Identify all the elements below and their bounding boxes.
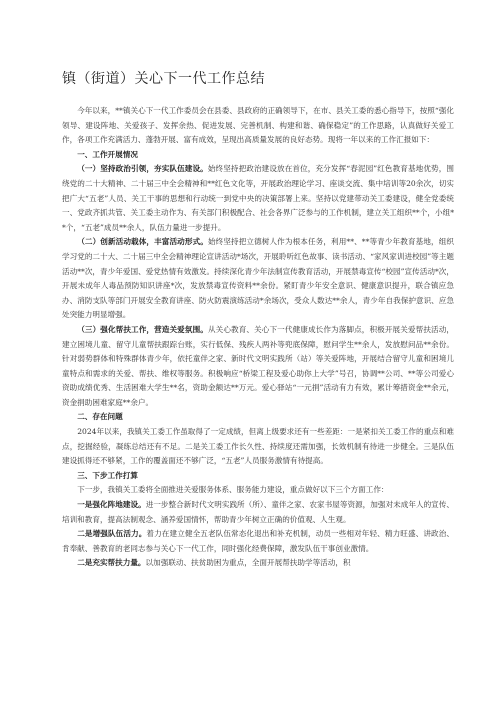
plans-intro-paragraph: 下一步，我镇关工委将全面推进关爱服务体系、服务能力建设，重点做好以下三个方面工作： <box>77 485 389 495</box>
plan-item-lead: 二是充实帮扶力量。 <box>77 558 146 568</box>
plan-item-paragraph <box>62 527 454 556</box>
work-item-paragraph <box>62 323 454 411</box>
plan-item-lead: 一是强化阵地建设。 <box>77 500 146 510</box>
work-item-text: 始终坚持把政治建设放在首位，充分发挥“春泥园”红色教育基地优势，围绕党的二十大精神、二十届三中全会精神和**红色文化等，开展政治理论学习、座谈交流、集中培训等20余次，切实把广大“五老”人员、关工干事的思想和行动统一到党中央的决策部署上来。坚持以党建带动关工委建设，健全党委统一、党政齐抓共管、关工委主动作为、有关部门积极配合、社会各界广泛参与的工作机制，建立关工组织**个，小组**个，“五老”成员**余人，队伍力量进一步提升。 <box>62 164 454 232</box>
work-item-lead: （三）强化帮扶工作，营造关爱氛围。 <box>77 324 208 334</box>
work-item-text: 从关心教育、关心下一代健康成长作为落脚点，积极开展关爱帮扶活动，建立困境儿童、留守儿童帮扶跟踪台账，实行低保、残疾人两补等兜底保障，慰问学生**余人，发放慰问品**余份。针对弱势群体和特殊群体青少年，依托童伴之家、新时代文明实践所（站）等关爱阵地，开展结合留守儿童和困境儿童特点和需求的关爱、帮扶、维权等服务。积极响应“桥梁工程及爱心助你上大学”号召，协调**公司、**等公司爱心资助成绩优秀、生活困难大学生**名，资助金额达**万元。爱心驿站“一元捐”活动有力有效，累计筹措资金**余元，资金捐助困难家庭**余户。 <box>62 324 454 407</box>
work-item-paragraph <box>62 162 454 235</box>
plan-item-text: 进一步整合新时代文明实践所（所）、童伴之家、农家书屋等资源，加强对未成年人的宣传、培训和教育，提高法制观念、涵养爱国情怀，帮助青少年树立正确的价值观、人生观。 <box>62 500 454 524</box>
work-item-lead: （一）坚持政治引领，夯实队伍建设。 <box>77 164 208 174</box>
section-heading-plans: 三、下步工作打算 <box>77 470 138 480</box>
plan-item-text: 着力在建立健全五老队伍常态化退出和补充机制，动员一些相对年轻、精力旺盛、讲政治、肯奉献、善教育的老同志参与关心下一代工作，同时强化经费保障，激发队伍干事创业激情。 <box>62 529 455 553</box>
section-heading-problems: 二、存在问题 <box>77 412 123 422</box>
plan-item-paragraph <box>62 556 454 571</box>
section-heading-work: 一、工作开展情况 <box>77 149 138 159</box>
problems-paragraph: 2024年以来，我镇关工委工作虽取得了一定成绩，但离上级要求还有一些差距：一是紧扣关工委工作的重点和难点，挖掘经验，凝练总结还有不足。二是关工委工作长久性、持续度还需加强，长效机制有待进一步健全。三是队伍建设抓得还不够紧，工作的覆盖面还不够广泛，“五老”人员服务激情有待提高。 <box>62 427 454 466</box>
work-item-paragraph <box>62 235 454 323</box>
work-item-text: 始终坚持把立德树人作为根本任务，利用**、**等青少年教育基地，组织学习党的二十大、二十届三中全会精神理论宣讲活动*场次，开展聆听红色故事、读书活动、“家风家训进校园”等主题活动**次，青少年爱国、爱党热情有效激发。持续深化青少年法制宣传教育活动，开展禁毒宣传“校园”宣传活动*次，开展未成年人毒品预防知识讲座*次，发放禁毒宣传资料**余份。紧盯青少年安全意识、健康意识提升，联合镇应急办、消防支队等部门开展安全教育讲座、防火防震演练活动*余场次，受众人数达**余人，青少年自我保护意识、应急处突能力明显增强。 <box>62 237 454 320</box>
document-title: 镇（街道）关心下一代工作总结 <box>62 71 265 87</box>
plan-item-lead: 二是增强队伍活力。 <box>77 529 147 539</box>
plan-item-paragraph <box>62 498 454 527</box>
work-item-lead: （二）创新活动载体，丰富活动形式。 <box>77 237 208 247</box>
intro-paragraph: 今年以来，**镇关心下一代工作委员会在县委、县政府的正确领导下，在市、县关工委的悉心指导下，按照“强化领导、建设阵地、关爱孩子、发挥余热、促进发展、完善机制、构建和谐、确保稳定”的工作思路，认真做好关爱工作，各项工作充满活力、蓬勃开展、富有成效，呈现出高质量发展的良好态势。现将一年以来的工作汇报如下： <box>62 106 454 145</box>
plan-item-text: 以加强联动、扶贫助困为重点，全面开展帮扶助学等活动，积 <box>145 558 351 568</box>
